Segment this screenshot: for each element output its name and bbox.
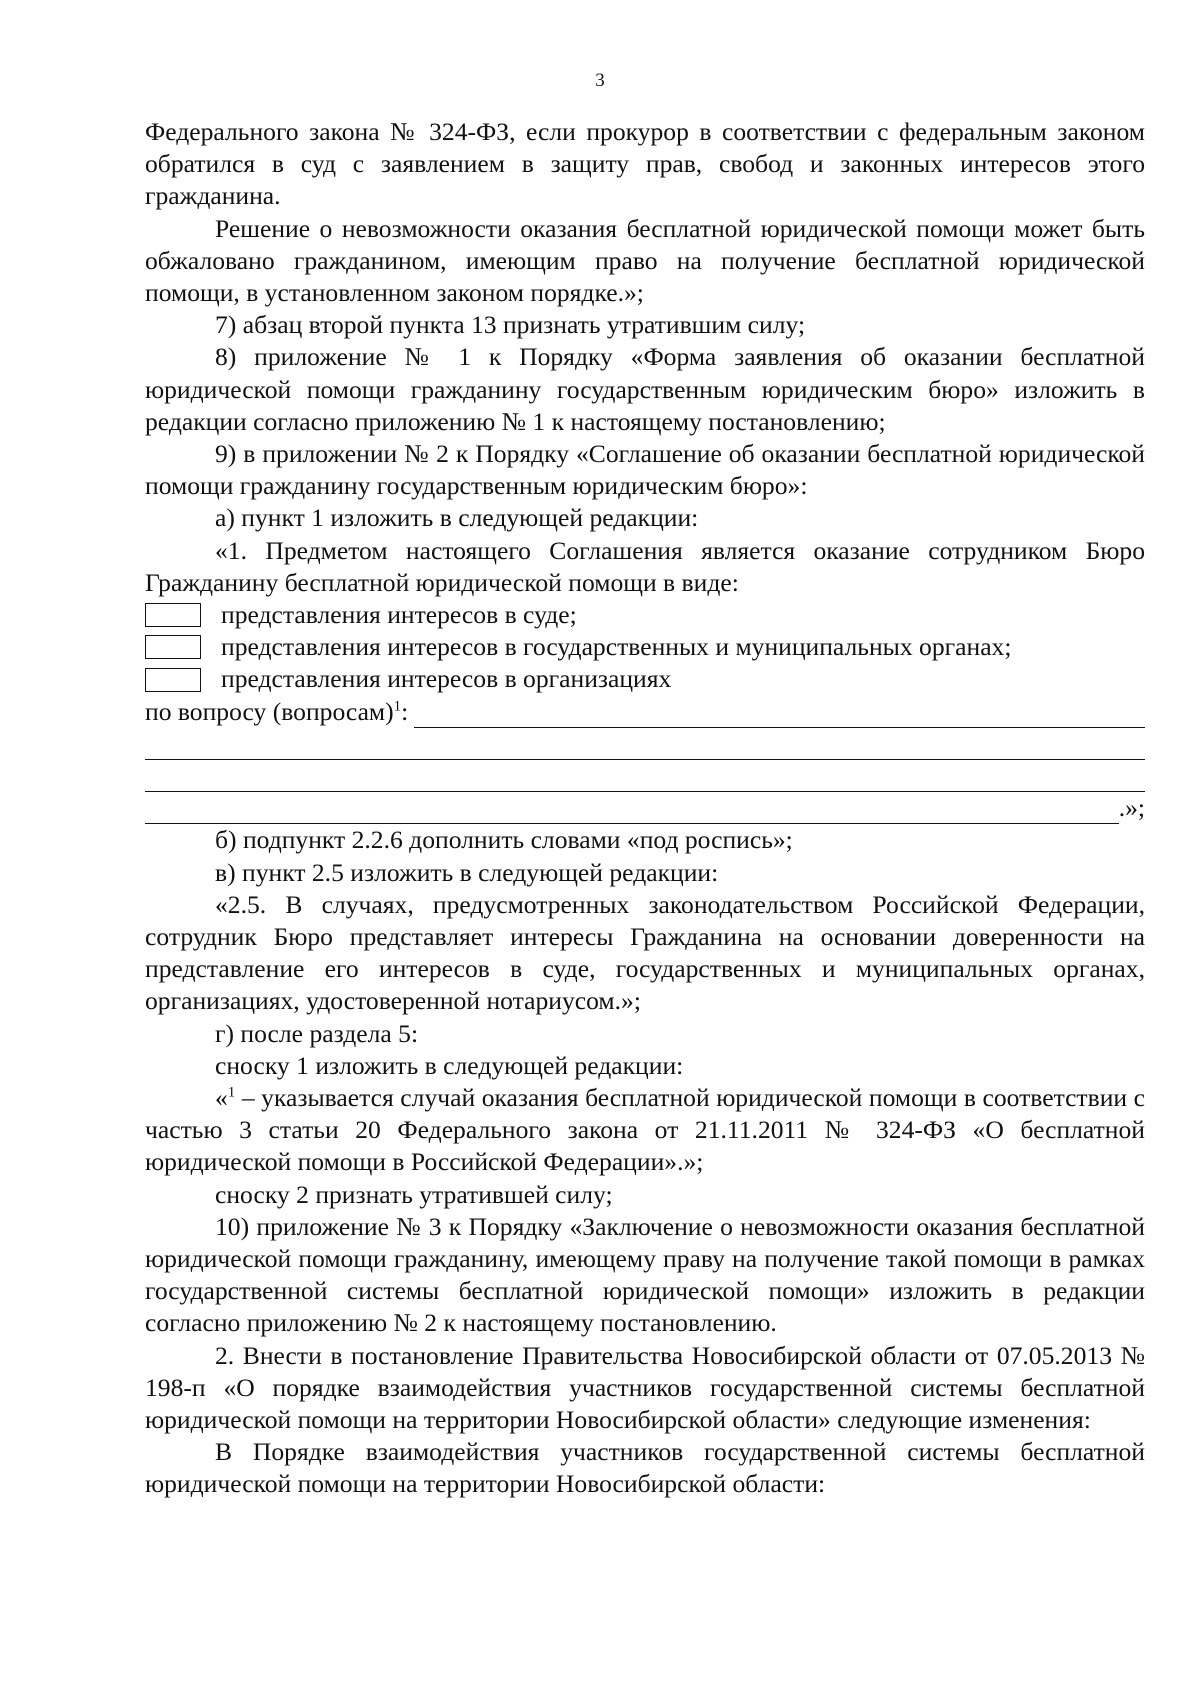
paragraph-15: 10) приложение № 3 к Порядку «Заключение о невозможности оказания бесплатной юридической помощи гражданину, имеющему праву на получение такой помощи в рамках государственной системы бесплатной юридической помощи» изложить в редакции согласно приложению № 2 к настоящему постановлению. [145, 1211, 1145, 1338]
paragraph-10: «2.5. В случаях, предусмотренных законодательством Российской Федерации, сотрудник Бюро представляет интересы Гражданина на основании доверенности на представление его интересов в суде, государственных и муниципальных органах, организациях, удостоверенной нотариусом.»; [145, 889, 1145, 1016]
paragraph-1: Федерального закона № 324-ФЗ, если прокурор в соответствии с федеральным законом обратился в суд с заявлением в защиту прав, свобод и законных интересов этого гражданина. [145, 117, 1145, 211]
document-body [145, 116, 1145, 1501]
paragraph-11: г) после раздела 5: [215, 1018, 419, 1048]
paragraph-12: сноску 1 изложить в следующей редакции: [215, 1050, 684, 1080]
checkbox-label-organizations: представления интересов в организациях [221, 664, 672, 694]
question-input-line-3[interactable] [145, 767, 1145, 792]
question-field-row-2 [145, 728, 1145, 760]
footnote-mark: 1 [393, 698, 402, 715]
footnote-mark-2: 1 [227, 1084, 236, 1101]
question-field-row-4 [145, 792, 1145, 824]
paragraph-4: 8) приложение № 1 к Порядку «Форма заявления об оказании бесплатной юридической помощи гражданину государственным юридическим бюро» изложить в редакции согласно приложению № 1 к настоящему постановлению; [145, 342, 1145, 436]
question-field-row [145, 696, 1145, 728]
page-number: 3 [595, 70, 605, 91]
checkbox-label-court: представления интересов в суде; [221, 600, 577, 630]
question-field-row-3 [145, 760, 1145, 792]
paragraph-14: сноску 2 признать утратившей силу; [215, 1179, 613, 1209]
question-field-label: по вопросу (вопросам)$^1$: [145, 696, 409, 726]
question-end-mark: .»; [1118, 793, 1145, 823]
checkbox-row-state-bodies [145, 631, 1145, 663]
paragraph-8: б) подпункт 2.2.6 дополнить словами «под роспись»; [215, 825, 793, 855]
question-input-line-2[interactable] [145, 735, 1145, 760]
paragraph-2: Решение о невозможности оказания бесплатной юридической помощи может быть обжаловано гражданином, имеющим право на получение бесплатной юридической помощи, в установленном законом порядке.»; [145, 213, 1145, 308]
checkbox-state-bodies[interactable] [145, 635, 201, 659]
paragraph-7: «1. Предметом настоящего Соглашения является оказание сотрудником Бюро Гражданину бесплатной юридической помощи в виде: [145, 535, 1145, 597]
paragraph-6: а) пункт 1 изложить в следующей редакции: [215, 503, 699, 533]
checkbox-court[interactable] [145, 603, 201, 627]
question-input-line-4[interactable] [145, 799, 1119, 824]
question-input-line-1[interactable] [414, 703, 1145, 728]
paragraph-3: 7) абзац второй пункта 13 признать утратившим силу; [215, 310, 806, 340]
paragraph-9: в) пункт 2.5 изложить в следующей редакции: [215, 857, 719, 887]
checkbox-label-state-bodies: представления интересов в государственных и муниципальных органах; [221, 632, 1012, 662]
checkbox-row-organizations [145, 663, 1145, 695]
checkbox-organizations[interactable] [145, 668, 201, 692]
paragraph-5: 9) в приложении № 2 к Порядку «Соглашение об оказании бесплатной юридической помощи гражданину государственным юридическим бюро»: [145, 439, 1145, 501]
paragraph-13: «$^1$ – указывается случай оказания бесплатной юридической помощи в соответствии с частью 3 статьи 20 Федерального закона от 21.11.2011 № 324-ФЗ «О бесплатной юридической помощи в Российской Федерации».»; [145, 1082, 1145, 1177]
checkbox-row-court [145, 599, 1145, 631]
paragraph-16: 2. Внести в постановление Правительства Новосибирской области от 07.05.2013 № 198-п «О порядке взаимодействия участников государственной системы бесплатной юридической помощи на территории Новосибирской области» следующие изменения: [145, 1340, 1145, 1435]
paragraph-17: В Порядке взаимодействия участников государственной системы бесплатной юридической помощи на территории Новосибирской области: [145, 1437, 1145, 1499]
